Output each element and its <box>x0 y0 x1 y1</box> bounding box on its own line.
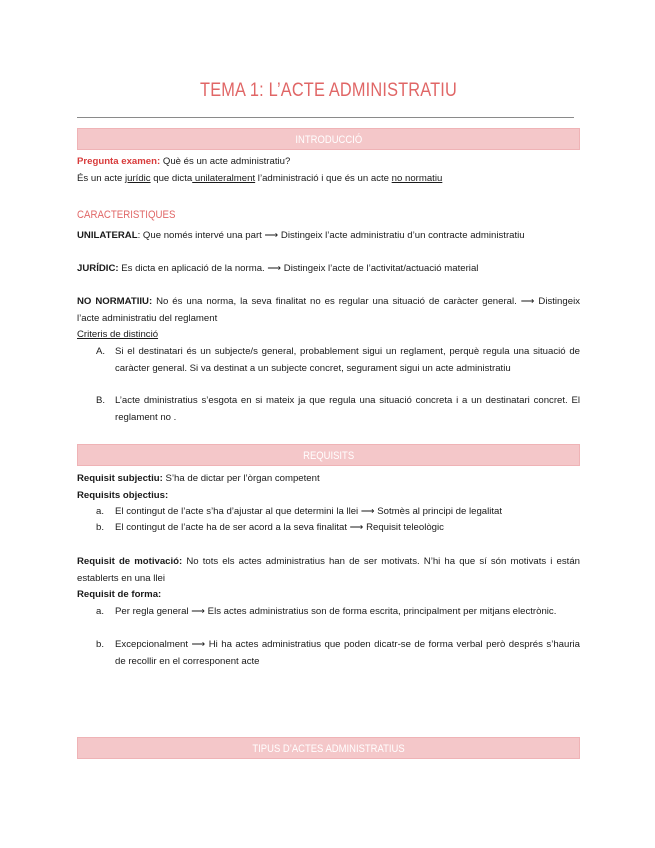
text-unilateral: : Que només intervé una part ⟶ Distingeix l’acte administratiu d’un contracte administratiu <box>137 230 525 241</box>
title-divider <box>77 117 574 118</box>
paragraph-unilateral <box>77 228 580 245</box>
answer-unilateral: unilateralment <box>192 173 256 184</box>
label-requisits-objectius: Requisits objectius: <box>77 490 169 501</box>
list-item-text: Per regla general ⟶ Els actes administratius son de forma escrita, principalment per mitjans electrònic. <box>115 606 557 617</box>
criteris-heading: Criteris de distinció <box>77 329 159 340</box>
label-requisit-forma: Requisit de forma: <box>77 589 162 600</box>
page-title: TEMA 1: L’ACTE ADMINISTRATIU <box>200 80 457 101</box>
list-marker: b. <box>96 639 105 650</box>
list-item-text: Excepcionalment ⟶ Hi ha actes administratius que poden dicatr-se de forma verbal però després s’hauria de recollir en el corresponent acte <box>115 639 580 667</box>
list-item-text: El contingut de l’acte ha de ser acord a la seva finalitat ⟶ Requisit teleològic <box>115 522 444 533</box>
answer-no-normatiu: no normatiu <box>391 173 443 184</box>
text-requisit-motivacio: No tots els actes administratius han de ser motivats. N’hi ha que sí són motivats i están establerts en una llei <box>77 556 580 584</box>
section-band-requisits-label: REQUISITS <box>302 450 354 462</box>
exam-answer <box>77 171 580 188</box>
section-band-intro <box>77 128 580 150</box>
label-no-normatiu: NO NORMATIIU: <box>77 296 153 307</box>
list-item-text: L’acte dministratius s’esgota en si mateix ja que regula una situació concreta i a un destinatari concret. El reglament no . <box>115 395 580 423</box>
answer-text: l’administració i que és un acte <box>255 173 392 184</box>
section-band-requisits <box>77 444 580 466</box>
text-no-normatiu: No és una norma, la seva finalitat no es regular una situació de caràcter general. ⟶ Distingeix l’acte administratiu del reglament <box>77 296 580 324</box>
section-band-tipus-label: TIPUS D’ACTES ADMINISTRATIUS <box>252 743 405 755</box>
list-marker: A. <box>96 346 106 357</box>
answer-juridic: jurídic <box>125 173 151 184</box>
list-marker: a. <box>96 606 105 617</box>
label-requisit-subjectiu: Requisit subjectiu: <box>77 473 163 484</box>
list-item-text: El contingut de l’acte s’ha d’ajustar al que determini la llei ⟶ Sotmès al principi de legalitat <box>115 506 503 517</box>
text-juridic: Es dicta en aplicació de la norma. ⟶ Distingeix l’acte de l’activitat/actuació material <box>118 263 479 274</box>
list-marker: b. <box>96 522 105 533</box>
exam-question <box>77 154 580 171</box>
paragraph-requisit-motivacio <box>77 554 580 587</box>
label-requisit-motivacio: Requisit de motivació: <box>77 556 183 567</box>
section-band-intro-label: INTRODUCCIÓ <box>295 134 362 146</box>
section-band-tipus <box>77 737 580 759</box>
list-item-text: Si el destinatari és un subjecte/s general, probablement sigui un reglament, perquè regula una situació de caràcter general. Si va destinat a un subjecte concret, segurament sigui un acte administratiu <box>115 346 580 374</box>
exam-question-text: Què és un acte administratiu? <box>160 156 291 167</box>
paragraph-no-normatiu <box>77 294 580 327</box>
answer-text: És un acte <box>77 173 125 184</box>
label-juridic: JURÍDIC: <box>77 263 119 274</box>
list-marker: a. <box>96 506 105 517</box>
label-unilateral: UNILATERAL <box>77 230 138 241</box>
section-heading-caracteristiques: CARACTERISTIQUES <box>77 209 176 221</box>
paragraph-juridic <box>77 261 580 278</box>
paragraph-requisit-subjectiu <box>77 471 580 488</box>
exam-question-label: Pregunta examen: <box>77 156 161 167</box>
text-requisit-subjectiu: S’ha de dictar per l’òrgan competent <box>162 473 320 484</box>
list-marker: B. <box>96 395 106 406</box>
answer-text: que dicta <box>150 173 193 184</box>
